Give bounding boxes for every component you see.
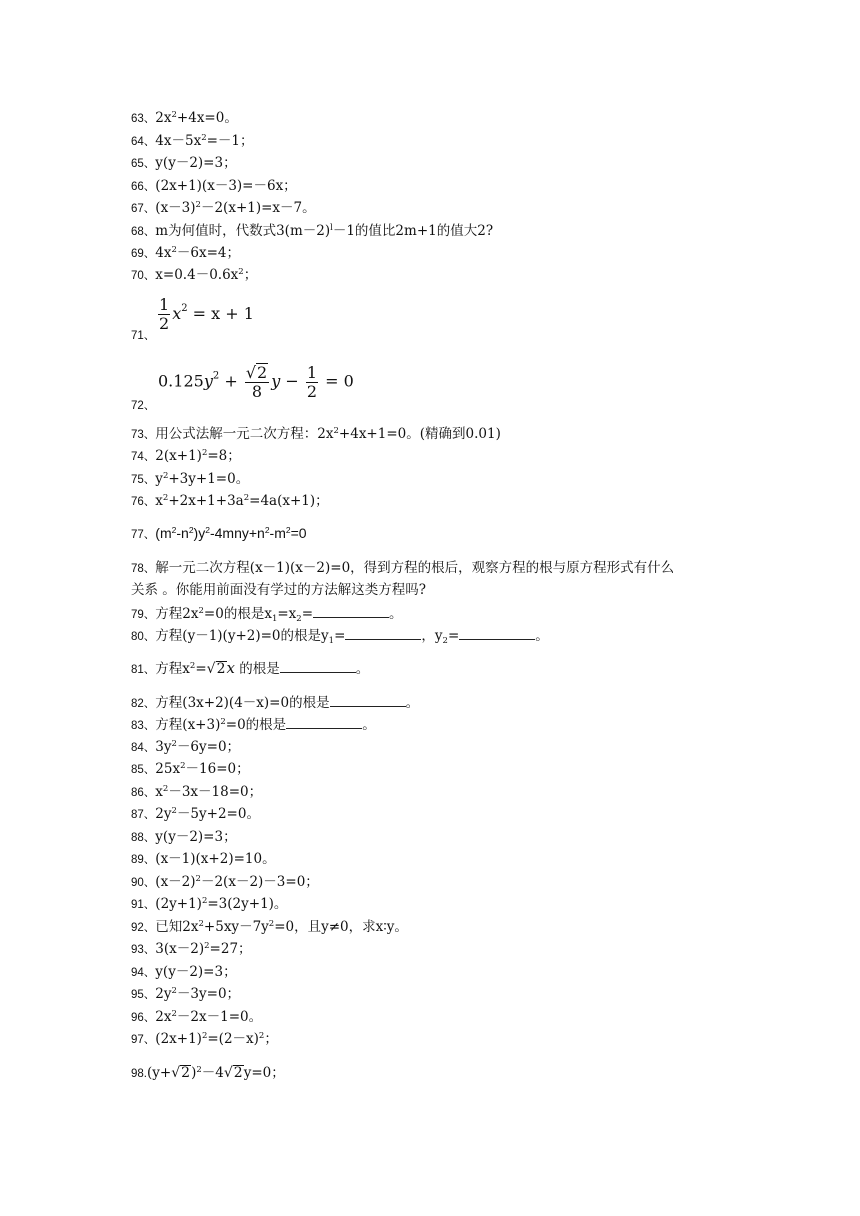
answer-blank[interactable]: [330, 694, 406, 707]
problem-number: 73、: [131, 429, 156, 441]
problem-number: 70、: [131, 270, 156, 282]
problem-97: 97、$(2x+1)^2=(2-x)^2$；: [131, 1031, 278, 1047]
problem-number: 80、: [131, 631, 156, 643]
problem-number: 86、: [131, 787, 156, 799]
problem-number: 76、: [131, 496, 156, 508]
problem-number: 72、: [131, 400, 156, 412]
problem-number: 85、: [131, 764, 156, 776]
problem-number: 69、: [131, 248, 156, 260]
answer-blank[interactable]: [345, 627, 421, 640]
problem-number: 95、: [131, 989, 156, 1001]
fraction: $\frac{1}{2}$: [306, 362, 318, 401]
problem-number: 79、: [131, 609, 156, 621]
problem-95: 95、$2y^2-3y=0$；: [131, 986, 241, 1002]
problem-67: 67、$(x-3)^2-2(x+1)=x-7$。: [131, 200, 316, 216]
problem-78: 78、解一元二次方程(x－1)(x－2)=0，得到方程的根后，观察方程的根与原方程形式有什么: [131, 560, 675, 576]
problem-96: 96、$2x^2-2x-1=0$。: [131, 1009, 263, 1025]
problem-number: 75、: [131, 474, 156, 486]
problem-number: 88、: [131, 832, 156, 844]
problem-86: 86、$x^2-3x-18=0$；: [131, 784, 263, 800]
answer-blank[interactable]: [313, 605, 389, 618]
answer-blank[interactable]: [286, 716, 362, 729]
problem-73: 73、用公式法解一元二次方程：$2x^2+4x+1=0$。(精确到0.01): [131, 426, 501, 442]
equation-71: $\frac{1}{2}$ $x^2 = x + 1$: [159, 295, 254, 333]
problem-82: 82、方程(3x+2)(4－x)=0的根是 。: [131, 695, 420, 711]
problem-number: 96、: [131, 1012, 156, 1024]
problem-number: 77、: [131, 529, 156, 541]
answer-blank[interactable]: [459, 627, 535, 640]
sqrt-symbol: √2: [223, 1065, 243, 1081]
problem-72: [131, 397, 155, 414]
answer-blank[interactable]: [280, 660, 356, 673]
problem-66: 66、(2x+1)(x－3)=－6x；: [131, 178, 297, 194]
problem-number: 92、: [131, 922, 156, 934]
problem-88: 88、y(y－2)=3；: [131, 829, 237, 845]
problem-76: 76、$x^2+2x+1+3a^2=4a(x+1)$；: [131, 493, 329, 509]
problem-number: 63、: [131, 113, 156, 125]
problem-number: 71、: [131, 330, 156, 342]
problem-number: 81、: [131, 664, 156, 676]
problem-number: 91、: [131, 899, 156, 911]
fraction: $\frac{√2}{8}$: [245, 363, 268, 401]
problem-number: 83、: [131, 720, 156, 732]
problem-83: 83、方程$(x+3)^2=0$的根是 。: [131, 717, 376, 733]
problem-98: $98.(y+√2)^2-4√2y=0$；: [131, 1065, 285, 1081]
problem-number: 67、: [131, 203, 156, 215]
problem-81: 81、方程$x^2=√2x$ 的根是 。: [131, 659, 370, 677]
problem-92: 92、已知$2x^2+5xy-7y^2=0$，且y≠0，求x∶y。: [131, 919, 408, 935]
fraction: $\frac{1}{2}$: [159, 295, 170, 333]
problem-87: 87、$2y^2-5y+2=0$。: [131, 806, 260, 822]
problem-77: 77、$(m^2-n^2)y^2-4mny+n^2-m^2=0$: [131, 525, 307, 541]
problem-79: 79、方程$2x^2=0$的根是$x_1=x_2=$ 。: [131, 606, 403, 624]
problem-90: 90、$(x-2)^2-2(x-2)-3=0$；: [131, 874, 319, 890]
equation-72: $0.125y^2$ + $\frac{√2}{8}$ y − $\frac{1}{2}$ = 0: [158, 362, 354, 401]
problem-number: 94、: [131, 967, 156, 979]
problem-number: 89、: [131, 854, 156, 866]
problem-number: 74、: [131, 451, 156, 463]
problem-65: 65、y(y－2)=3；: [131, 155, 237, 171]
problem-number: 84、: [131, 742, 156, 754]
problem-number: 97、: [131, 1034, 156, 1046]
problem-89: 89、(x－1)(x+2)=10。: [131, 851, 276, 867]
problem-85: 85、$25x^2-16=0$；: [131, 761, 250, 777]
problem-68: 68、m为何值时，代数式$3(m-2)^l-1$的值比2m+1的值大2?: [131, 223, 494, 239]
problem-number: 87、: [131, 809, 156, 821]
problem-64: 64、$4x-5x^2=-1$；: [131, 133, 254, 149]
problem-number: 65、: [131, 158, 156, 170]
problem-75: 75、$y^2+3y+1=0$。: [131, 471, 250, 487]
problem-69: 69、$4x^2-6x=4$；: [131, 245, 241, 261]
problem-74: 74、$2(x+1)^2=8$；: [131, 448, 241, 464]
problem-94: 94、y(y－2)=3；: [131, 964, 237, 980]
problem-number: 64、: [131, 136, 156, 148]
problem-70: 70、$x=0.4-0.6x^2$；: [131, 267, 258, 283]
problem-number: 98.: [131, 1068, 147, 1080]
problem-number: 93、: [131, 944, 156, 956]
problem-78-continued: 关系 。你能用前面没有学过的方法解这类方程吗?: [131, 582, 427, 598]
problem-80: 80、方程(y－1)(y+2)=0的根是$y_1=$ ，$y_2=$ 。: [131, 628, 549, 646]
problem-84: 84、$3y^2-6y=0$；: [131, 739, 241, 755]
problem-number: 66、: [131, 181, 156, 193]
problem-71: [131, 327, 155, 344]
problem-number: 68、: [131, 226, 156, 238]
problem-93: 93、$3(x-2)^2=27$；: [131, 941, 252, 957]
problem-number: 82、: [131, 698, 156, 710]
problem-number: 90、: [131, 877, 156, 889]
sqrt-symbol: √2: [245, 363, 268, 382]
problem-63: 63、$2x^2+4x=0$。: [131, 110, 238, 126]
sqrt-symbol: √2: [206, 661, 226, 677]
sqrt-symbol: √2: [171, 1065, 191, 1081]
problem-91: 91、$(2y+1)^2=3(2y+1)$。: [131, 896, 288, 912]
problem-number: 78、: [131, 563, 156, 575]
